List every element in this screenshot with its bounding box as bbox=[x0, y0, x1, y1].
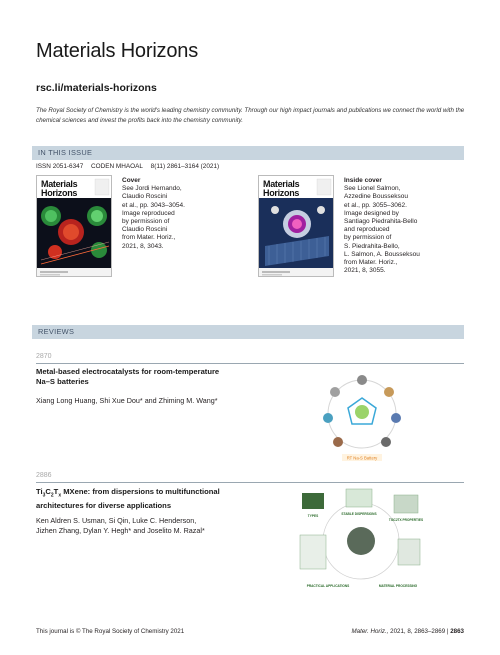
graphic-label: MATERIAL PROCESSING bbox=[378, 584, 418, 588]
footer-copyright: This journal is © The Royal Society of Chemistry 2021 bbox=[36, 628, 185, 635]
graphic-label: STABLE DISPERSIONS bbox=[341, 512, 377, 516]
toc-graphic-na-s-battery bbox=[312, 368, 412, 468]
front-cover-image bbox=[36, 175, 112, 277]
graphic-caption: RT Na-S Battery bbox=[346, 455, 378, 461]
front-cover-caption: Cover See Jordi Hernando, Claudio Roscini et al., pp. 3043–3054. Image reproduced by permission of Claudio Roscini from Mater. Horiz., 2021, 8, 3043. bbox=[122, 177, 232, 251]
issue-info bbox=[36, 163, 225, 170]
front-cover-title: Materials Horizons bbox=[41, 179, 78, 198]
article-title[interactable]: Metal-based electrocatalysts for room-temperature Na–S batteries bbox=[36, 367, 220, 386]
coden: CODEN MHAOAL bbox=[91, 163, 143, 170]
reviews-label: REVIEWS bbox=[38, 327, 75, 336]
article-authors: Xiang Long Huang, Shi Xue Dou* and Zhiming M. Wang* bbox=[36, 396, 218, 405]
article-divider bbox=[36, 363, 464, 364]
footer-citation: Mater. Horiz., 2021, 8, 2863–2869 | 2863 bbox=[351, 628, 464, 635]
article-title[interactable]: $Ti_3C_2T_x$ MXene: from dispersions to multifunctional architectures for diverse applications bbox=[36, 487, 220, 510]
inside-cover-caption: Inside cover See Lionel Salmon, Azzedine Bousseksou et al., pp. 3055–3062. Image designed by Santiago Piedrahita-Bello and reproduced by permission of S. Piedrahita-Bello, L. Salmon, A. Bousseksou from Mater. Horiz., 2021, 8, 3055. bbox=[344, 177, 464, 275]
in-this-issue-label: IN THIS ISSUE bbox=[38, 148, 93, 157]
toc-graphic-mxene bbox=[298, 487, 424, 597]
inside-cover-image bbox=[258, 175, 334, 277]
article-divider bbox=[36, 482, 464, 483]
journal-url[interactable]: rsc.li/materials-horizons bbox=[36, 82, 157, 94]
graphic-label: TYPES bbox=[307, 514, 319, 518]
journal-title: Materials Horizons bbox=[36, 40, 199, 62]
rsc-blurb: The Royal Society of Chemistry is the world's leading chemistry community. Through our high impact journals and publications we connect the world with the chemical sciences and invest the profits back into the chemistry community. bbox=[36, 107, 465, 124]
inside-cover-title: Materials Horizons bbox=[263, 179, 300, 198]
in-this-issue-bar bbox=[32, 146, 464, 160]
article-page-number: 2886 bbox=[36, 472, 52, 479]
front-cover-heading: Cover bbox=[122, 177, 141, 184]
article-authors: Ken Aldren S. Usman, Si Qin, Luke C. Henderson, Jizhen Zhang, Dylan Y. Hegh* and Joselito M. Razal* bbox=[36, 516, 205, 535]
inside-cover-heading: Inside cover bbox=[344, 177, 382, 184]
reviews-bar bbox=[32, 325, 464, 339]
article-page-number: 2870 bbox=[36, 353, 52, 360]
page-number: 2863 bbox=[450, 628, 464, 635]
issn: ISSN 2051-6347 bbox=[36, 163, 84, 170]
graphic-label: PRACTICAL APPLICATIONS bbox=[306, 584, 350, 588]
volume-pages: 8(11) 2861–3164 (2021) bbox=[150, 163, 220, 170]
graphic-label: TI3C2TX PROPERTIES bbox=[388, 518, 424, 522]
